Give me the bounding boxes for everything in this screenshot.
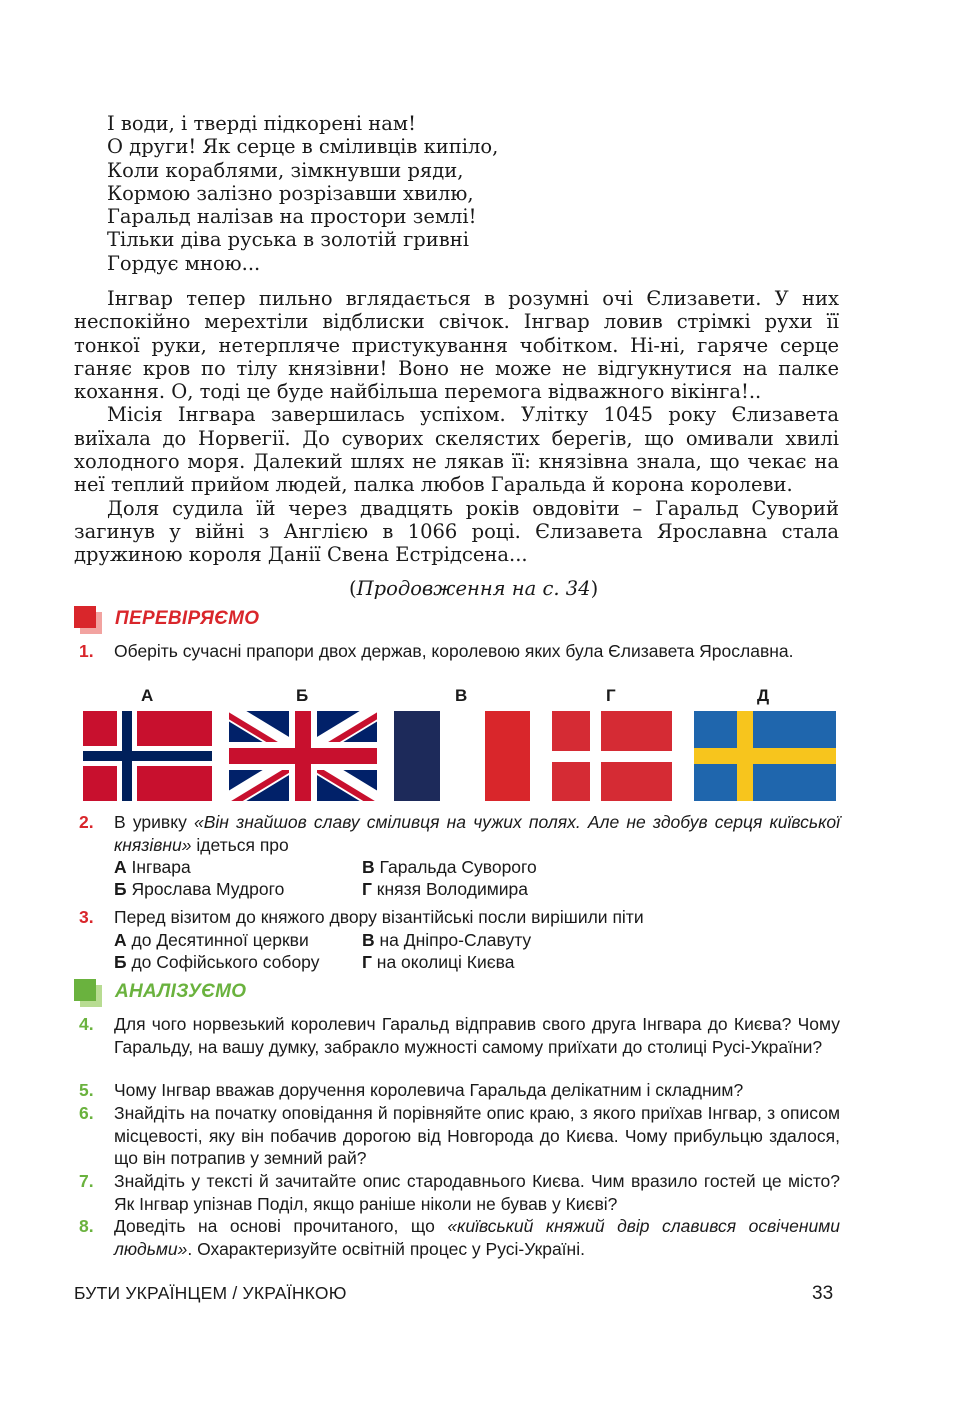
option-text: до Софійського собору	[131, 951, 320, 972]
poem-line: Тільки діва руська в золотій гривні	[107, 228, 469, 252]
square-bullet-icon	[74, 606, 102, 634]
footer-title: БУТИ УКРАЇНЦЕМ / УКРАЇНКОЮ	[74, 1283, 347, 1303]
option-text: на Дніпро-Славуту	[379, 930, 532, 950]
answer-option[interactable]	[362, 857, 537, 879]
question-number: 7.	[79, 1171, 94, 1191]
question-text-part: . Охарактеризуйте освітній процес у Русі-Україні.	[187, 1238, 585, 1259]
question-text: Перед візитом до княжого двору візантійські посли вирішили піти	[114, 907, 644, 927]
section-title: АНАЛІЗУЄМО	[115, 981, 247, 1002]
option-text: на околиці Києва	[376, 951, 515, 972]
question-text: Для чого норвезький королевич Гаральд відправив свого друга Інгвара до Києва? Чому Гаральду, на вашу думку, забракло мужності самому приїхати до столиці Русі-України?	[114, 1014, 840, 1057]
option-letter: Г	[362, 951, 372, 972]
poem-line: Гаральд налізав на простори землі!	[107, 205, 477, 229]
question-text	[114, 1215, 840, 1260]
page-number: 33	[812, 1283, 834, 1304]
question-4	[79, 1013, 840, 1058]
question-quote: «Він знайшов славу сміливця на чужих полях. Але не здобув серця київської князівни»	[114, 812, 840, 855]
answer-option[interactable]	[114, 857, 191, 879]
story-text	[74, 287, 839, 567]
question-number: 4.	[79, 1014, 94, 1034]
continued-text: Продовження на с. 34	[356, 577, 591, 600]
option-letter: В	[362, 930, 375, 950]
option-letter: А	[114, 930, 127, 950]
flag-label: Г	[606, 686, 616, 705]
answer-option[interactable]	[362, 952, 514, 974]
question-text: Знайдіть на початку оповідання й порівняйте опис краю, з якого приїхав Інгвар, з описом місцевості, яку він побачив дорогою від Новгорода до Києва. Чому прибульцю здалося, що він потрапив у земний рай?	[114, 1103, 840, 1168]
section-header-check	[74, 606, 374, 638]
poem-line: Коли кораблями, зімкнувши ряди,	[107, 158, 464, 182]
paragraph: Доля судила їй через двадцять років овдовіти – Гаральд Суворий загинув у війні з Англією в 1066 році. Єлизавета Ярославна стала дружиною короля Данії Свена Естрідсена...	[74, 496, 839, 567]
question-number: 1.	[79, 641, 94, 661]
question-6	[79, 1102, 840, 1170]
paren-open: (	[349, 577, 357, 600]
question-quote: «київський княжий двір славився освіченими людьми»	[114, 1216, 840, 1259]
question-number: 2.	[79, 812, 94, 832]
option-text: Гаральда Суворого	[379, 857, 537, 877]
question-8	[79, 1215, 840, 1260]
option-text: до Десятинної церкви	[131, 930, 309, 950]
poem-line: І води, і тверді підкорені нам!	[107, 112, 416, 135]
question-3	[79, 906, 840, 929]
section-header-analyze	[74, 979, 374, 1011]
question-2	[79, 811, 840, 856]
flag-label: В	[455, 686, 468, 705]
option-text: князя Володимира	[376, 878, 528, 899]
paragraph: Місія Інгвара завершилась успіхом. Улітку 1045 року Єлизавета виїхала до Норвегії. До суворих скелястих берегів, що омивали хвилі холодного моря. Далекий шлях не лякав її: князівна знала, що чекає на неї теплий прийом людей, палка любов Гаральда й корона королеви.	[74, 403, 839, 497]
question-number: 5.	[79, 1080, 94, 1100]
answer-option[interactable]	[362, 930, 531, 952]
poem	[107, 112, 807, 275]
question-1	[79, 640, 840, 663]
answer-option[interactable]	[114, 879, 284, 901]
denmark-flag-icon	[552, 711, 672, 801]
paren-close: )	[590, 577, 599, 600]
question-text	[114, 811, 840, 856]
france-flag-icon	[394, 711, 530, 801]
flag-label: Д	[757, 686, 770, 705]
option-letter: В	[362, 857, 375, 877]
question-number: 8.	[79, 1216, 94, 1236]
option-text: Інгвара	[131, 857, 191, 877]
section-title: ПЕРЕВІРЯЄМО	[115, 608, 260, 629]
answer-option[interactable]	[114, 952, 319, 974]
flag-label: А	[141, 686, 154, 705]
answer-option[interactable]	[362, 879, 528, 901]
question-text-part: ідеться про	[191, 834, 289, 855]
answer-option[interactable]	[114, 930, 309, 952]
option-letter: Б	[114, 951, 127, 972]
question-text: Оберіть сучасні прапори двох держав, королевою яких була Єлизавета Ярославна.	[114, 641, 794, 661]
option-text: Ярослава Мудрого	[131, 878, 285, 899]
paragraph: Інгвар тепер пильно вглядається в розумні очі Єлизавети. У них неспокійно мерехтіли відблиски свічок. Інгвар ловив стрімкі рухи її тонкої руки, нетерпляче пристукування чобітком. Ні-ні, гаряче серце ганяє кров по тілу князівни! Воно не може не відгукнутися на палке кохання. О, тоді це буде найбільша перемога відважного вікінга!..	[74, 287, 839, 404]
poem-line: Гордує мною...	[107, 251, 261, 275]
question-5	[79, 1079, 840, 1102]
question-number: 6.	[79, 1103, 94, 1123]
poem-line: Кормою залізно розрізавши хвилю,	[107, 181, 474, 205]
question-7	[79, 1170, 840, 1215]
question-text: Знайдіть у тексті й зачитайте опис стародавнього Києва. Чим вразило гостей це місто? Як Інгвар упізнав Поділ, якщо раніше ніколи не бував у Києві?	[114, 1171, 840, 1214]
flag-label: Б	[296, 686, 309, 705]
poem-line: О други! Як серце в сміливців кипіло,	[107, 135, 499, 159]
square-bullet-icon	[74, 979, 102, 1007]
question-number: 3.	[79, 907, 94, 927]
question-text: Чому Інгвар вважав доручення королевича Гаральда делікатним і складним?	[114, 1080, 744, 1100]
united-kingdom-flag-icon	[229, 711, 377, 801]
option-letter: А	[114, 857, 127, 877]
sweden-flag-icon	[694, 711, 836, 801]
question-text-part: В уривку	[114, 812, 194, 832]
question-text-part: Доведіть на основі прочитаного, що	[114, 1216, 448, 1236]
option-letter: Г	[362, 878, 372, 899]
norway-flag-icon	[83, 711, 212, 801]
option-letter: Б	[114, 878, 127, 899]
